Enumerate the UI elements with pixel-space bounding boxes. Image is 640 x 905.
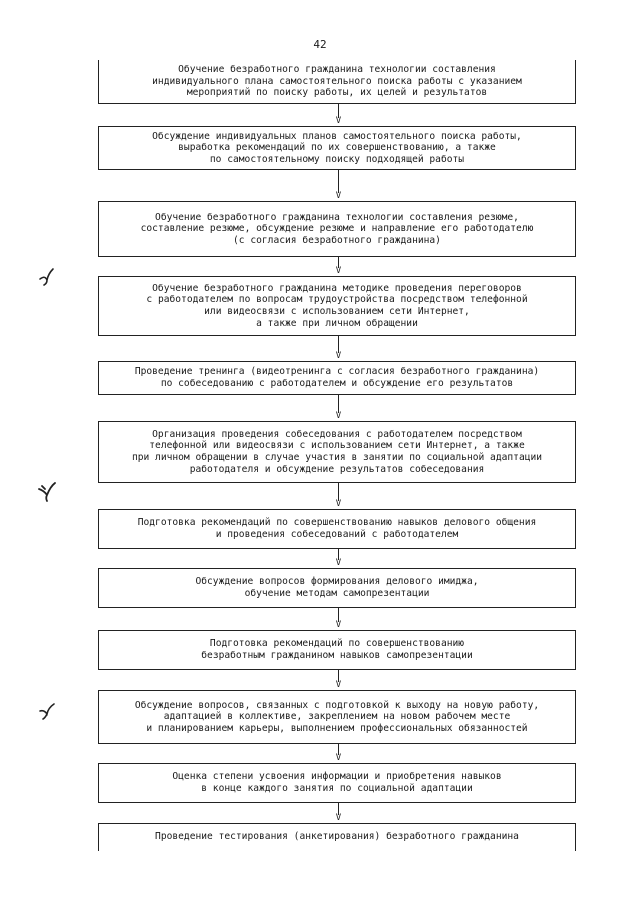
down-arrow-icon: V: [335, 351, 342, 361]
flow-step-text-line: Проведение тренинга (видеотренинга с согласия безработного гражданина): [134, 366, 540, 378]
flow-step-box: [98, 361, 576, 395]
flow-step-text-line: или видеосвязи с использованием сети Интернет,: [204, 306, 470, 317]
down-arrow-icon: V: [335, 411, 342, 421]
flow-step-text-line: мероприятий по поиску работы, их целей и результатов: [186, 87, 488, 99]
flow-step-text-line: Обучение безработного гражданина технологии составления резюме,: [155, 211, 519, 223]
check-mark-icon: [36, 700, 58, 722]
flow-step-text-line: Обучение безработного гражданина методике проведения переговоров: [152, 282, 522, 294]
flow-step-text-line: адаптацией в коллективе, закреплением на новом рабочем месте: [163, 711, 511, 723]
page-number: 42: [313, 38, 327, 51]
down-arrow-icon: V: [335, 191, 342, 201]
flow-step-box: [98, 823, 576, 851]
flow-step-text-line: Обучение безработного гражданина технологии составления: [178, 64, 496, 76]
down-arrow-icon: V: [335, 499, 342, 509]
flow-step-text-line: выработка рекомендаций по их совершенствованию, а также: [178, 142, 496, 154]
flow-step-text-line: индивидуального плана самостоятельного поиска работы с указанием: [152, 75, 522, 87]
down-arrow-icon: V: [335, 813, 342, 823]
flow-step-text-line: Подготовка рекомендаций по совершенствованию: [209, 638, 465, 650]
flow-step-text-line: по самостоятельному поиску подходящей работы: [209, 153, 465, 165]
check-mark-icon: [36, 480, 58, 502]
down-arrow-icon: V: [335, 558, 342, 568]
check-mark-icon: [36, 266, 58, 288]
flow-step-text-line: по собеседованию с работодателем и обсуждение его результатов: [160, 378, 514, 389]
flow-step-text-line: Организация проведения собеседования с работодателем посредством: [152, 428, 522, 440]
flow-step-box: [98, 276, 576, 336]
flow-step-box: [98, 630, 576, 670]
down-arrow-icon: V: [335, 753, 342, 763]
flow-step-box: [98, 126, 576, 170]
flow-step-text-line: Оценка степени усвоения информации и приобретения навыков: [172, 771, 502, 783]
down-arrow-icon: V: [335, 680, 342, 690]
flow-step-text-line: при личном обращении в случае участия в занятии по социальной адаптации: [131, 452, 543, 463]
flow-step-text-line: обучение методам самопрезентации: [244, 588, 430, 599]
flow-step-box: [98, 60, 576, 104]
down-arrow-icon: V: [335, 266, 342, 276]
down-arrow-icon: V: [335, 620, 342, 630]
flow-step-box: [98, 690, 576, 744]
flow-step-text-line: Обсуждение индивидуальных планов самостоятельного поиска работы,: [152, 130, 522, 142]
flow-step-box: [98, 421, 576, 483]
flow-step-text-line: в конце каждого занятия по социальной адаптации: [201, 783, 473, 794]
flow-step-text-line: телефонной или видеосвязи с использованием сети Интернет, а также: [149, 440, 525, 452]
flow-step-text-line: Подготовка рекомендаций по совершенствованию навыков делового общения: [137, 517, 537, 529]
flow-step-text-line: а также при личном обращении: [256, 317, 418, 329]
flow-step-box: [98, 201, 576, 257]
flow-step-text-line: Проведение тестирования (анкетирования) безработного гражданина: [155, 831, 519, 842]
flow-step-box: [98, 509, 576, 549]
flow-step-text-line: и планированием карьеры, выполнением профессиональных обязанностей: [146, 722, 528, 734]
flow-step-text-line: Обсуждение вопросов, связанных с подготовкой к выходу на новую работу,: [134, 699, 540, 711]
flow-step-text-line: и проведения собеседований с работодателем: [215, 529, 459, 540]
flow-step-text-line: безработным гражданином навыков самопрезентации: [201, 650, 473, 661]
connector-line: [338, 170, 339, 193]
flow-step-text-line: составление резюме, обсуждение резюме и направление его работодателю: [140, 223, 534, 235]
flow-step-text-line: Обсуждение вопросов формирования делового имиджа,: [195, 576, 479, 588]
flow-step-box: [98, 568, 576, 608]
flow-step-text-line: (с согласия безработного гражданина): [233, 234, 441, 246]
flow-step-text-line: с работодателем по вопросам трудоустройства посредством телефонной: [146, 294, 528, 306]
down-arrow-icon: V: [335, 116, 342, 126]
flow-step-box: [98, 763, 576, 803]
flow-step-text-line: работодателя и обсуждение результатов собеседования: [189, 463, 485, 475]
